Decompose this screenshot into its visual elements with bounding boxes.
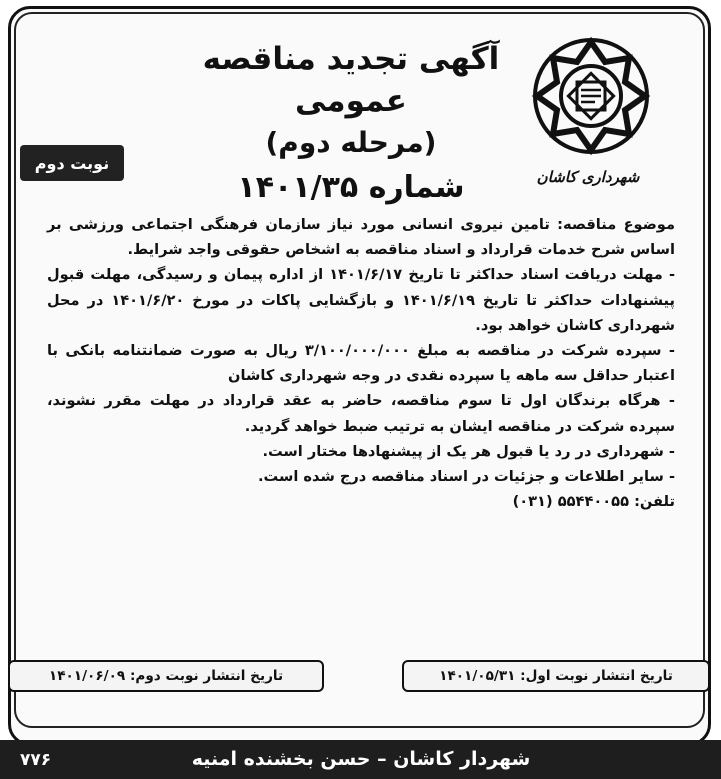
paragraph-discretion: - شهرداری در رد یا قبول هر یک از پیشنهادها مختار است. [262, 442, 675, 460]
page-number: ۷۷۶ [20, 750, 52, 770]
logo-caption: شهرداری کاشان [536, 168, 640, 186]
municipality-logo-icon [527, 32, 655, 160]
publication-dates [8, 660, 710, 694]
paragraph-forfeit: - هرگاه برندگان اول تا سوم مناقصه، حاضر به عقد قرارداد در مهلت مقرر نشوند، سپرده شرکت در مناقصه ایشان به ترتیب ضبط خواهد گردید. [47, 392, 675, 435]
footer-bar [0, 740, 721, 779]
title-line-1: آگهی تجدید مناقصه عمومی [202, 41, 500, 119]
paragraph-deposit: - سپرده شرکت در مناقصه به مبلغ ۳/۱۰۰/۰۰۰/۰۰۰ ریال به صورت ضمانتنامه بانکی با اعتبار حداقل سه ماهه یا سپرده نقدی در وجه شهرداری کاشان [47, 342, 675, 385]
paragraph-deadlines: - مهلت دریافت اسناد حداکثر تا تاریخ ۱۴۰۱/۶/۱۷ از اداره پیمان و رسیدگی، مهلت قبول پیشنهادات حداکثر تا تاریخ ۱۴۰۱/۶/۱۹ و بازگشایی پاکات در مورخ ۱۴۰۱/۶/۲۰ در محل شهرداری کاشان خواهد بود. [47, 266, 675, 334]
notice-title [181, 38, 521, 212]
second-publication-date: تاریخ انتشار نوبت دوم: ۱۴۰۱/۰۶/۰۹ [8, 660, 324, 692]
first-publication-date: تاریخ انتشار نوبت اول: ۱۴۰۱/۰۵/۳۱ [402, 660, 710, 692]
round-badge: نوبت دوم [20, 145, 124, 181]
paragraph-subject: موضوع مناقصه: تامین نیروی انسانی مورد نیاز سازمان فرهنگی اجتماعی ورزشی بر اساس شرح خدمات قرارداد و اسناد مناقصه به اشخاص حقوقی واجد شرایط. [47, 216, 675, 259]
paragraph-phone: تلفن: ۵۵۴۴۰۰۵۵ (۰۳۱) [512, 493, 675, 511]
notice-body [47, 212, 675, 514]
title-line-3: شماره ۱۴۰۱/۳۵ [237, 170, 465, 205]
paragraph-other-info: - سایر اطلاعات و جزئیات در اسناد مناقصه درج شده است. [257, 468, 675, 486]
mayor-signature: شهردار کاشان – حسن بخشنده امنیه [191, 748, 531, 770]
title-line-2: (مرحله دوم) [265, 126, 437, 159]
